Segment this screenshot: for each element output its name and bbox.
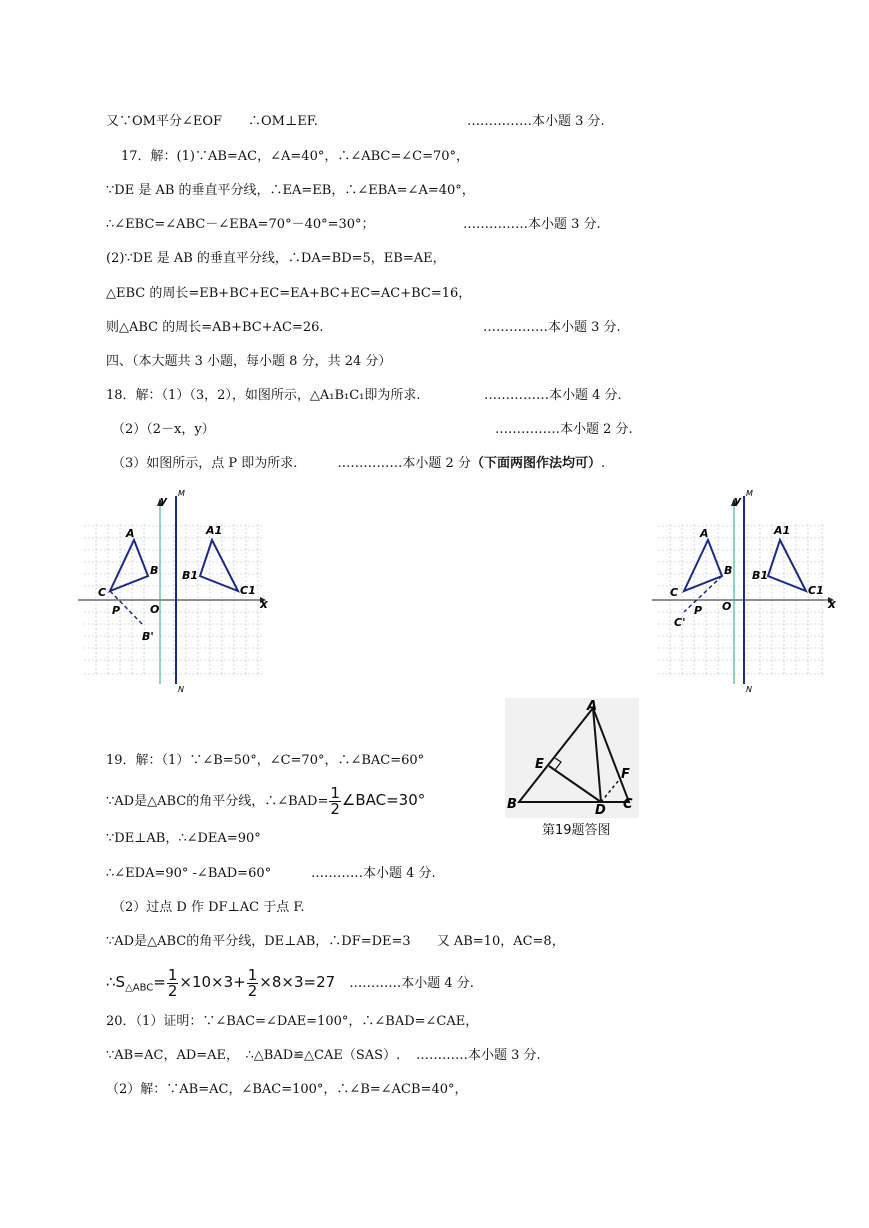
bold-note: （下面两图作法均可）: [470, 456, 601, 471]
period: .: [600, 456, 606, 471]
line-18-2: （2）（2－x，y）: [112, 422, 215, 437]
label-a: A: [700, 527, 709, 540]
line-17-2: ∵DE 是 AB 的垂直平分线，∴EA=EB，∴∠EBA=∠A=40°，: [106, 183, 475, 198]
label-m: M: [746, 489, 753, 498]
line-18-1: 18．解：（1）（3，2），如图所示，△A₁B₁C₁即为所求.: [106, 388, 421, 403]
label-b1: B1: [182, 569, 199, 582]
label-d: D: [595, 803, 606, 818]
label-a1: A1: [206, 524, 223, 537]
triangle-abc: [684, 540, 722, 591]
score-note: ……………本小题 3 分.: [467, 114, 605, 129]
coordinate-graph-left: [74, 484, 274, 694]
label-a: A: [126, 527, 135, 540]
line-20-2: ∵AB=AC，AD=AE， ∴△BAD≌△CAE（SAS）.: [106, 1048, 401, 1063]
term-2: ×8×3=27: [259, 973, 336, 991]
triangle-a1b1c1: [200, 540, 238, 591]
label-b: B: [507, 797, 517, 812]
therefore-s: ∴S: [106, 973, 126, 991]
line-18-3-text: （3）如图所示，点 P 即为所求.: [112, 456, 298, 471]
figure-19: [505, 698, 639, 818]
label-b: B: [150, 564, 159, 577]
label-n: N: [746, 685, 752, 694]
dashed-cp: [684, 576, 722, 612]
label-a1: A1: [774, 524, 791, 537]
line-20-3: （2）解：∵AB=AC，∠BAC=100°，∴∠B=∠ACB=40°，: [106, 1082, 468, 1097]
label-c-prime: C': [674, 616, 686, 629]
score-note: ……………本小题 2 分: [337, 456, 471, 471]
triangle-abc: [110, 540, 148, 591]
line-17-4: (2)∵DE 是 AB 的垂直平分线，∴DA=BD=5，EB=AE，: [106, 251, 446, 266]
label-c: C: [98, 586, 107, 599]
label-o: O: [722, 600, 732, 613]
line-19-7: [106, 968, 474, 999]
label-y: y: [734, 494, 742, 507]
line-17-1: 17．解：(1)∵AB=AC，∠A=40°，∴∠ABC=∠C=70°，: [121, 149, 470, 164]
label-c: C: [670, 586, 679, 599]
score-note: ……………本小题 3 分.: [483, 320, 621, 335]
term-1: ×10×3+: [179, 973, 246, 991]
line-19-3: ∵DE⊥AB，∴∠DEA=90°: [106, 831, 261, 846]
fraction-half: $\frac{1}{2}$: [167, 966, 178, 1000]
label-f: F: [621, 767, 630, 782]
figure-19-caption: 第19题答图: [542, 823, 611, 838]
label-y: y: [160, 494, 168, 507]
line-om-bisector: 又∵OM平分∠EOF ∴OM⊥EF.: [106, 114, 318, 129]
label-a: A: [587, 699, 598, 714]
section-heading: 四、（本大题共 3 小题，每小题 8 分，共 24 分）: [106, 354, 392, 369]
coordinate-graph-right: [648, 484, 848, 694]
label-c: C: [623, 797, 633, 812]
line-17-5: △EBC 的周长=EB+BC+EC=EA+BC+EC=AC+BC=16，: [106, 286, 472, 301]
label-b1: B1: [752, 569, 769, 582]
line-20-1: 20．（1）证明：∵∠BAC=∠DAE=100°，∴∠BAD=∠CAE，: [106, 1014, 479, 1029]
label-b: B: [724, 564, 733, 577]
label-c1: C1: [808, 584, 824, 597]
label-b-prime: B': [142, 630, 154, 643]
line-17-3: ∴∠EBC=∠ABC－∠EBA=70°－40°=30°；: [106, 217, 375, 232]
line-19-2: [106, 786, 425, 817]
score-note: ……………本小题 4 分.: [484, 388, 622, 403]
label-p: P: [694, 604, 703, 617]
label-p: P: [112, 604, 121, 617]
label-x: x: [260, 597, 268, 611]
line-19-4: ∴∠EDA=90° -∠BAD=60°: [106, 866, 272, 881]
label-n: N: [178, 685, 184, 694]
equals: =: [153, 973, 166, 991]
fraction-half: $\frac{1}{2}$: [330, 784, 340, 818]
subscript-abc: △ABC: [125, 982, 154, 994]
label-c1: C1: [240, 584, 256, 597]
score-note: ……………本小题 3 分.: [463, 217, 601, 232]
line-19-6: ∵AD是△ABC的角平分线，DE⊥AB，∴DF=DE=3 又 AB=10，AC=8，: [106, 934, 565, 949]
line-18-3: [112, 455, 605, 473]
score-note: …………本小题 4 分.: [349, 976, 474, 991]
line-19-2-text: ∵AD是△ABC的角平分线，∴∠BAD=: [106, 794, 329, 809]
line-19-2-tail: ∠BAC=30°: [341, 791, 426, 809]
label-e: E: [535, 757, 544, 772]
triangle-a1b1c1: [768, 540, 806, 591]
score-note: ……………本小题 2 分.: [495, 422, 633, 437]
score-note: …………本小题 3 分.: [416, 1048, 541, 1063]
score-note: …………本小题 4 分.: [311, 866, 436, 881]
label-m: M: [178, 489, 185, 498]
line-19-1: 19．解：（1）∵∠B=50°，∠C=70°，∴∠BAC=60°: [106, 753, 425, 768]
fraction-half: $\frac{1}{2}$: [247, 966, 258, 1000]
line-19-5: （2）过点 D 作 DF⊥AC 于点 F.: [112, 900, 305, 915]
label-o: O: [150, 603, 160, 616]
label-x: x: [828, 597, 836, 611]
line-17-6: 则△ABC 的周长=AB+BC+AC=26.: [106, 320, 324, 335]
